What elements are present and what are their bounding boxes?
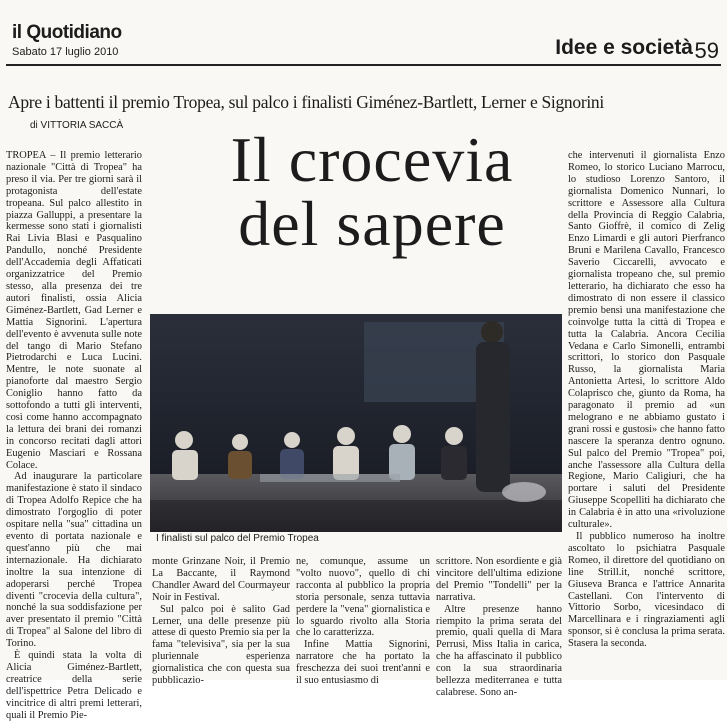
section-title: Idee e società [555, 36, 693, 59]
paragraph: TROPEA – Il premio letterario nazionale "Città di Tropea" ha preso il via. Per tre giorni sarà il protagonista dell'estate tropeana. Sul palco allestito in piazza Galluppi, a presentare la kermesse sono stati i giornalisti Rai Livia Blasi e Pasqualino Pandullo, nonché Presidente dell'Accademia degli Affaticati organizzatrice del Premio stesso, alla presenza dei tre autori finalisti, ossia Alicia Giménez-Bartlett, Gad Lerner e Mattia Signorini. L'apertura dell'evento è avvenuta sulle note del tango di Mario Stefano Pietrodarchi e Luca Lucini. Mentre, le note suonate al pianoforte dal maestro Sergio Coniglio hanno fatto da sottofondo a tutti gli interventi, così come hanno accompagnato la lettura dei brani dei romanzi in concorso recitati dagli attori Eugenio Masciari e Rossana Colace. [6, 150, 142, 471]
page-number: 59 [694, 38, 719, 63]
paragraph: Ad inaugurare la particolare manifestazione è stato il sindaco di Tropea Adolfo Repice che ha dimostrato l'orgoglio di poter ospitare nella "sua" cittadina un evento di portata nazionale e quest'anno più che mai internazionale. Ha dichiarato inoltre la sua intenzione di adoperarsi perché Tropea diventi "crocevia della cultura", nonché la sua soddisfazione per aver presentato il premio "Città di Tropea" al Salone del libro di Torino. [6, 471, 142, 650]
paragraph: Sul palco poi è salito Gad Lerner, una delle presenze più attese di questo Premio sia per la fama "televisiva", sia per la sua pluriennale esperienza giornalistica che con questa sua pubblicazio- [152, 603, 290, 687]
article-subhead: Apre i battenti il premio Tropea, sul palco i finalisti Giménez-Bartlett, Lerner e Signorini [8, 92, 604, 112]
article-column-1 [6, 150, 142, 721]
stage-photo-image [150, 314, 562, 532]
headline-line-1: Il crocevia [230, 124, 514, 195]
stage-photo [150, 314, 562, 532]
article-byline: di VITTORIA SACCÀ [30, 120, 124, 131]
paragraph: scrittore. Non esordiente e già vincitore dell'ultima edizione del Premio "Tondelli" per la narrativa. [436, 556, 562, 603]
issue-date: Sabato 17 luglio 2010 [12, 46, 119, 58]
paragraph: Il pubblico numeroso ha inoltre ascoltato lo psichiatra Pasquale Romeo, il direttore del quotidiano on line Strill.it, nonché scrittore, Giuseva Branca e l'attrice Annarita Castellani. Con l'intervento di Vittorio Sorbo, vicesindaco di Marcellinara e i ringraziamenti agli sponsor, si è conclusa la prima serata. Stasera la seconda. [568, 531, 725, 650]
photo-caption: I finalisti sul palco del Premio Tropea [156, 533, 319, 544]
article-column-2 [152, 556, 290, 687]
article-headline [152, 124, 592, 259]
paragraph: monte Grinzane Noir, il Premio La Baccante, il Raymond Chandler Award del Courmayeur Noir in Festival. [152, 556, 290, 603]
article-column-3 [296, 556, 430, 687]
paragraph: che intervenuti il giornalista Enzo Romeo, lo storico Luciano Marrocu, lo studioso Lorenzo Santoro, il giornalista Domenico Nunnari, lo scrittore e Assessore alla Cultura della Provincia di Reggio Calabria, Santo Gioffrè, il comico di Zelig Enzo Limardi e gli autori Pierfranco Bruni e Marilena Cavallo, Francesco Saverio Ciccarelli, avvocato e giornalista tropeano che, sul premio letterario, ha dichiarato che esso ha dimostrato di non essere il classico premio bensì una manifestazione che coinvolge tutta la città di Tropea e tutta la Calabria. Ancora Cecilia Vedana e Carlo Simonelli, entrambi scrittori, lo storico don Pasquale Russo, la giornalista Maria Antonietta Artesi, lo scrittore Aldo Colaprisco che, giunto da Roma, ha paragonato il premio ad «un melograno e ne abbiamo gustato i grani rossi e gustosi» che hanno fatto nascere la speranza dentro ognuno. Sul palco del Premio "Tropea" poi, anche l'assessore alla Cultura della Regione, Mario Caligiuri, che ha portare i saluti del Presidente Giuseppe Scopelliti ha dichiarato che in Calabria è in atto una «rivoluzione culturale». [568, 150, 725, 531]
header-rule [6, 64, 721, 66]
article-column-5 [568, 150, 725, 680]
headline-line-2: del sapere [238, 188, 506, 259]
paragraph: È quindi stata la volta di Alicia Giménez-Bartlett, creatrice della serie dell'ispettrice Petra Delicado e vincitrice di altri premi letterari, quali il Premio Pie- [6, 650, 142, 721]
newspaper-masthead: il Quotidiano [12, 22, 122, 43]
article-column-4 [436, 556, 562, 698]
paragraph: Altre presenze hanno riempito la prima serata del premio, quali quella di Mara Perrusi, Miss Italia in carica, che ha affascinato il pubblico con la sua straordinaria bellezza mediterranea e tutta calabrese. Sono an- [436, 603, 562, 698]
paragraph: ne, comunque, assume un "volto nuovo", quello di chi racconta al pubblico la propria storia personale, senza tuttavia perdere la "vena" giornalistica e lo sguardo rivolto alla Storia che lo caratterizza. [296, 556, 430, 639]
paragraph: Infine Mattia Signorini, narratore che ha portato la freschezza dei suoi trent'anni e il suo entusiasmo di [296, 639, 430, 687]
